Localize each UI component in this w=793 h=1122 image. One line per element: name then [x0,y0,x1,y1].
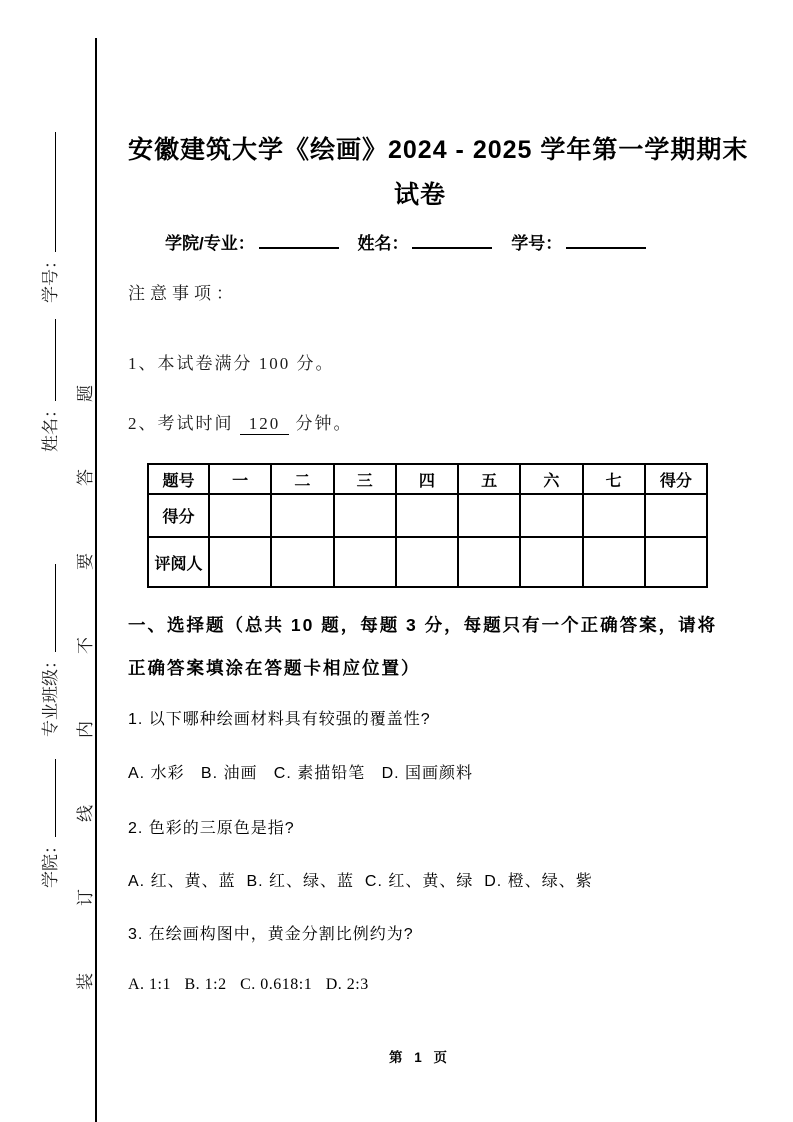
exam-duration-value: 120 [240,414,290,435]
name-label: 姓名： [357,234,409,253]
notice-item-2 [128,409,353,435]
score-table-header-cell: 题号 [148,464,209,494]
sidebar-field-student-id [36,108,60,303]
question-1-text: 1. 以下哪种绘画材料具有较强的覆盖性? [128,711,431,728]
score-table-header-cell: 三 [334,464,396,494]
blank-line [41,759,56,837]
reviewer-cell [209,537,271,587]
reviewer-cell [396,537,458,587]
section-heading-line2: 正确答案填涂在答题卡相应位置） [128,658,421,678]
score-cell [520,494,582,537]
score-cell [209,494,271,537]
question-2-text: 2. 色彩的三原色是指? [128,820,295,837]
question-2-options: A. 红、黄、蓝 B. 红、绿、蓝 C. 红、黄、绿 D. 橙、绿、紫 [128,873,593,890]
score-cell [458,494,520,537]
student-info-row [165,229,650,254]
sidebar-name-label: 姓名： [41,401,60,452]
reviewer-cell [271,537,333,587]
page-title-line1: 安徽建筑大学《绘画》2024 - 2025 学年第一学期期末 [128,136,749,164]
score-table-header-cell: 一 [209,464,271,494]
sidebar-college-label: 学院： [41,837,60,888]
score-cell [583,494,645,537]
student-id-label: 学号： [511,234,563,253]
section-heading-line1: 一、选择题（总共 10 题，每题 3 分，每题只有一个正确答案，请将 [128,615,718,635]
reviewer-cell [458,537,520,587]
notice-item-2-suffix: 分钟。 [295,414,353,433]
page-title-line2: 试卷 [393,181,446,209]
college-major-label: 学院/专业： [165,234,255,253]
question-1-options: A. 水彩 B. 油画 C. 素描铅笔 D. 国画颜料 [128,765,474,782]
score-cell [334,494,396,537]
score-row [148,494,707,537]
score-table-header-cell: 五 [458,464,520,494]
score-table-header-cell: 四 [396,464,458,494]
score-table-header-cell: 六 [520,464,582,494]
score-table [147,463,708,588]
sidebar-field-college [36,752,60,888]
college-major-blank [259,234,339,249]
sidebar-class-label: 专业班级： [41,652,60,737]
score-table-header-cell: 二 [271,464,333,494]
score-table-header-row [148,464,707,494]
notice-item-1: 1、本试卷满分 100 分。 [128,354,335,373]
blank-line [41,564,56,652]
binding-line [95,38,97,1122]
score-cell [645,494,707,537]
question-3-text: 3. 在绘画构图中，黄金分割比例约为? [128,926,414,943]
score-table-header-cell: 七 [583,464,645,494]
reviewer-cell [334,537,396,587]
blank-line [41,132,56,252]
score-table-header-cell: 得分 [645,464,707,494]
reviewer-row [148,537,707,587]
score-cell [396,494,458,537]
reviewer-cell [520,537,582,587]
question-3-options: A. 1:1 B. 1:2 C. 0.618:1 D. 2:3 [128,976,369,993]
reviewer-cell [645,537,707,587]
sidebar-field-name [36,307,60,452]
binding-text: 装订线内不要答题 [76,318,95,990]
name-blank [412,234,492,249]
blank-line [41,319,56,401]
score-row-label: 得分 [148,494,209,537]
sidebar-student-id-label: 学号： [41,252,60,303]
student-id-blank [566,234,646,249]
reviewer-cell [583,537,645,587]
notice-item-2-prefix: 2、考试时间 [128,414,234,433]
sidebar-field-class [36,555,60,737]
reviewer-row-label: 评阅人 [148,537,209,587]
page-number: 第 1 页 [388,1050,451,1065]
score-cell [271,494,333,537]
notices-heading: 注意事项： [128,284,238,303]
